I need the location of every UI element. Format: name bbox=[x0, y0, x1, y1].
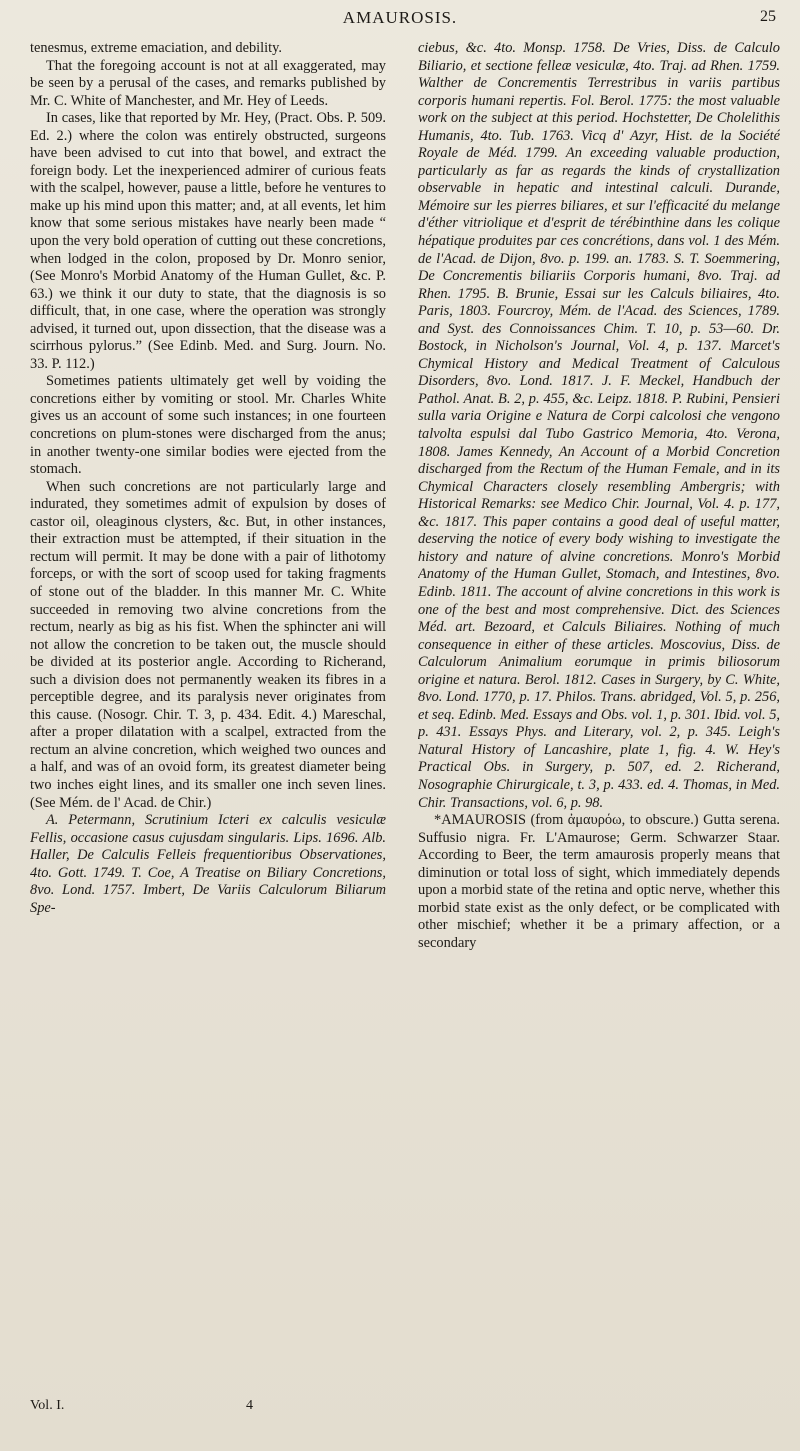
reference-list: A. Petermann, Scrutinium Icteri ex calculis vesiculæ Fellis, occasione casus cujusdam singularis. Lips. 1696. Alb. Haller, De Calculis Felleis frequentioribus Observationes, 4to. Gott. 1749. T. Coe, A Treatise on Biliary Concretions, 8vo. Lond. 1757. Imbert, De Variis Calculorum Biliarum Spe- bbox=[30, 812, 386, 916]
page-footer bbox=[30, 1398, 386, 1418]
paragraph: tenesmus, extreme emaciation, and debility. bbox=[30, 40, 283, 56]
right-column bbox=[418, 40, 780, 1420]
left-column bbox=[30, 40, 386, 1420]
page-number: 25 bbox=[760, 8, 776, 25]
running-title: AMAUROSIS. bbox=[342, 8, 458, 27]
paragraph: That the foregoing account is not at all exaggerated, may be seen by a perusal of the cases, and remarks published by Mr. C. White of Manchester, and Mr. Hey of Leeds. bbox=[30, 57, 386, 109]
paragraph: When such concretions are not particularly large and indurated, they sometimes admit of expulsion by doses of castor oil, oleaginous clysters, &c. But, in other instances, their extraction must be attempted, if their situation in the rectum will permit. It may be done with a pair of lithotomy forceps, or with the sort of scoop used for taking fragments of stone out of the bladder. In this manner Mr. C. White succeeded in removing two alvine concretions from the rectum, nearly as big as his fist. When the sphincter ani will not allow the concretion to be taken out, the muscle should be divided at its posterior angle. According to Richerand, such a division does not permanently weaken its fibres in a perceptible degree, and its paralysis never originates from this cause. (Nosogr. Chir. T. 3, p. 434. Edit. 4.) Mareschal, after a proper dilatation with a scalpel, extracted from the rectum an alvine concretion, which weighed two ounces and a half, and was of an ovoid form, its greatest diameter being two inches eight lines, and its smaller one inch seven lines. (See Mém. de l' Acad. de Chir.) bbox=[30, 478, 386, 811]
reference-list: ciebus, &c. 4to. Monsp. 1758. De Vries, Diss. de Calculo Biliario, et sectione felleæ vesiculæ, 4to. Traj. ad Rhen. 1759. Walther de Concrementis Terrestribus in variis partibus corporis humani repertis. Fol. Berol. 1775: the most valuable work on the subject at this period. Hochstetter, De Cholelithis Humanis, 4to. Tub. 1763. Vicq d' Azyr, Hist. de la Société Royale de Méd. 1799. An exceeding valuable production, particularly as far as regards the kinds of crystallization observable in hepatic and intestinal calculi. Durande, Mémoire sur les pierres biliares, et sur l'efficacité du melange d'éther vitriolique et d'esprit de térébinthine dans les colique hépatique produites par ces concrétions, dans vol. 1 des Mém. de l'Acad. de Dijon, 8vo. p. 199. an. 1783. S. T. Soemmering, De Concrementis biliariis Corporis humani, 8vo. Traj. ad Rhen. 1795. B. Brunie, Essai sur les Calculs biliaires, 4to. Paris, 1803. Fourcroy, Mém. de l'Acad. des Sciences, 1789. and Syst. des Connoissances Chim. T. 10, p. 53—60. Dr. Bostock, in Nicholson's Journal, Vol. 4, p. 137. Marcet's Chymical History and Medical Treatment of Calculous Disorders, 8vo. Lond. 1817. J. F. Meckel, Handbuch der Pathol. Anat. B. 2, p. 455, &c. Leipz. 1818. P. Rubini, Pensieri sulla varia Origine e Natura de Corpi calcolosi che vengono talvolta espulsi dal Tubo Gastrico Memoria, 4to. Verona, 1808. James Kennedy, An Account of a Morbid Concretion discharged from the Rectum of the Human Female, and in its Chymical Characters closely resembling Ambergris; with Historical Remarks: see Medico Chir. Journal, Vol. 4. p. 177, &c. 1817. This paper contains a good deal of useful matter, deserving the notice of every body wishing to investigate the history and nature of alvine concretions. Monro's Morbid Anatomy of the Human Gullet, Stomach, and Intestines, 8vo. Edinb. 1811. The account of alvine concretions in this work is one of the best and most comprehensive. Dict. des Sciences Méd. art. Bezoard, et Calculs Biliaires. Nothing of much consequence in either of these articles. Moscovius, Diss. de Calculorum Animalium eorumque in primis biliosorum origine et natura. Berol. 1812. Cases in Surgery, by C. White, 8vo. Lond. 1770, p. 17. Philos. Trans. abridged, Vol. 5, p. 256, et seq. Edinb. Med. Essays and Obs. vol. 1, p. 301. Ibid. vol. 5, p. 431. Essays Phys. and Literary, vol. 2, p. 345. Leigh's Natural History of Lancashire, plate 1, fig. 4. W. Hey's Practical Obs. in Surgery, p. 507, ed. 2. Richerand, Nosographie Chirurgicale, t. 3, p. 433. ed. 4. Thomas, in Med. Chir. Transactions, vol. 6, p. 98. bbox=[418, 40, 780, 811]
running-head bbox=[0, 8, 800, 32]
volume-mark: Vol. I. bbox=[30, 1398, 65, 1413]
paragraph: In cases, like that reported by Mr. Hey, (Pract. Obs. P. 509. Ed. 2.) where the colon was entirely obstructed, surgeons have been advised to cut into that bowel, and extract the foreign body. Let the inexperienced admirer of curious feats with the scalpel, however, pause a little, before he ventures to make up his mind upon this matter; and, at all events, let him know that some serious mistakes have nearly been made “ upon the very bold operation of cutting out these concretions, when lodged in the colon, proposed by Dr. Monro senior, (See Monro's Morbid Anatomy of the Human Gullet, &c. P. 63.) we think it our duty to state, that the diagnosis is so difficult, that, in one case, where the operation was strongly advised, it turned out, upon dissection, that the disease was a scirrhous pylorus.” (See Edinb. Med. and Surg. Journ. No. 33. P. 112.) bbox=[30, 110, 386, 372]
signature-mark: 4 bbox=[246, 1398, 253, 1413]
paragraph: Sometimes patients ultimately get well by voiding the concretions either by vomiting or stool. Mr. Charles White gives us an account of some such instances; in one fourteen concretions on plum-stones were discharged from the anus; in another twenty-one similar bodies were ejected from the stomach. bbox=[30, 373, 386, 478]
entry-amaurosis: *AMAUROSIS (from ἀμαυρόω, to obscure.) Gutta serena. Suffusio nigra. Fr. L'Amaurose; Germ. Schwarzer Staar. According to Beer, the term amaurosis properly means that diminution or total loss of sight, which immediately depends upon a morbid state of the retina and optic nerve, whether this morbid state exist as the only defect, or be complicated with other mischief; whether it be a primary affection, or a secondary bbox=[418, 812, 780, 951]
